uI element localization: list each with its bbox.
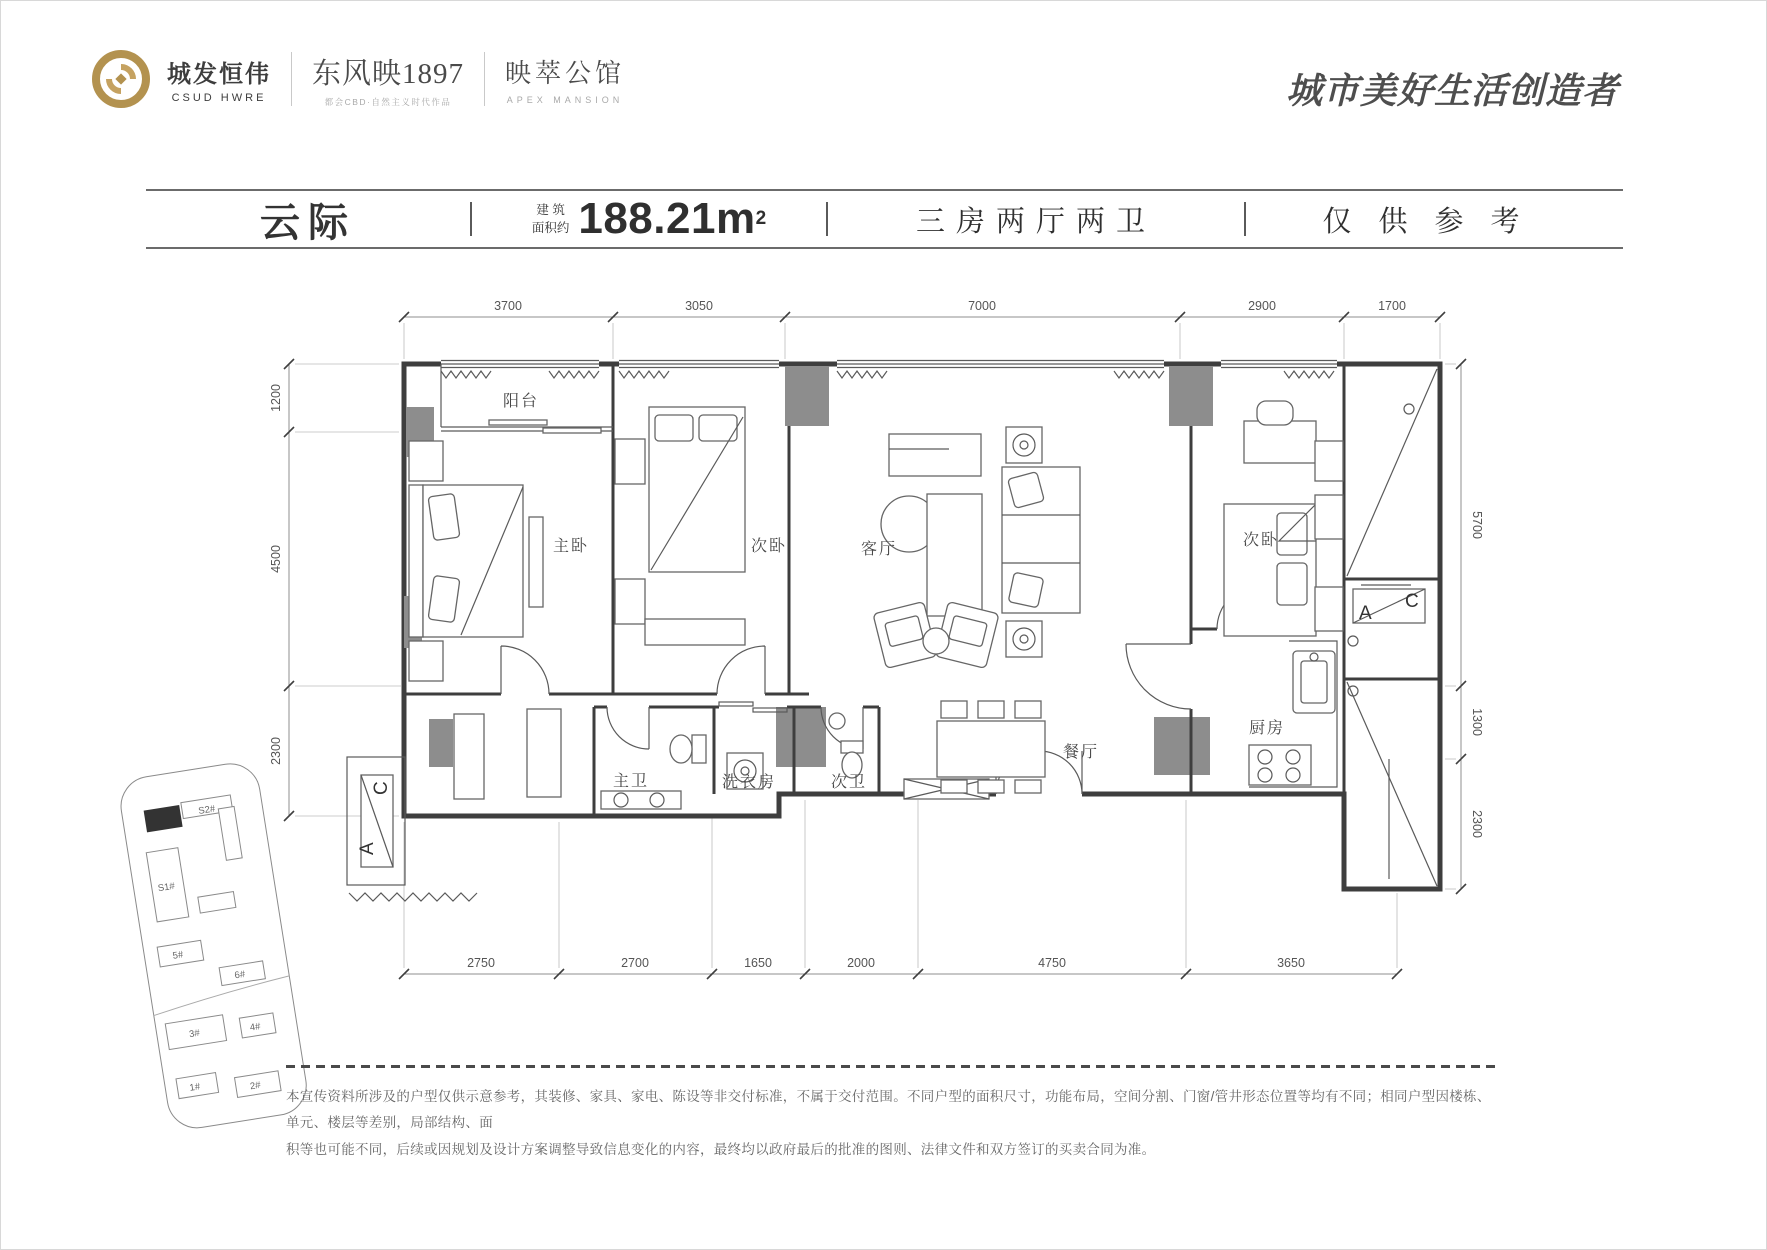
dashed-divider — [286, 1065, 1498, 1068]
ac-platform-c: C — [371, 781, 392, 795]
dimension-top — [399, 299, 1445, 359]
project-name — [312, 51, 464, 108]
company-name-en: CSUD HWRE — [171, 92, 267, 104]
dim-bottom-6: 3650 — [1277, 956, 1305, 970]
dim-bottom-3: 1650 — [744, 956, 772, 970]
area-value: 188.21m — [578, 194, 756, 243]
room-label-living: 客厅 — [860, 541, 898, 558]
dim-left-2: 4500 — [269, 545, 283, 573]
dimension-left — [269, 359, 401, 821]
project-tagline: 都会CBD·自然主义时代作品 — [324, 96, 452, 107]
room-label-bath2: 次卫 — [830, 774, 868, 791]
dim-top-4: 2900 — [1248, 299, 1276, 313]
disclaimer — [286, 1065, 1498, 1163]
building-label-2: 2# — [249, 1079, 262, 1093]
room-label-bedroom3: 次卧 — [1242, 532, 1280, 549]
dim-left-3: 2300 — [269, 737, 283, 765]
dim-top-3: 7000 — [968, 299, 996, 313]
company-name-cn: 城发恒伟 — [167, 61, 271, 88]
building-label-1: 1# — [188, 1081, 201, 1094]
layout-text: 三房两厅两卫 — [915, 205, 1156, 238]
dim-right-1: 5700 — [1470, 511, 1484, 539]
room-label-balcony: 阳台 — [502, 393, 540, 410]
brand-divider — [291, 52, 292, 106]
dim-bottom-2: 2700 — [621, 956, 649, 970]
unit-name: 云际 — [260, 200, 356, 245]
sub-project-en: APEX MANSION — [506, 95, 624, 105]
area-label — [532, 201, 570, 237]
brand-divider — [484, 52, 485, 106]
building-label-3: 3# — [188, 1027, 201, 1041]
ac-platform-a: A — [357, 842, 378, 855]
area-label-line1: 建 筑 — [536, 202, 565, 217]
sub-project-cn: 映萃公馆 — [505, 59, 626, 88]
dim-top-2: 3050 — [685, 299, 713, 313]
sub-project-name — [505, 53, 625, 105]
building-label-s1: S1# — [157, 880, 176, 895]
dim-left-1: 1200 — [269, 384, 283, 412]
dim-top-1: 3700 — [494, 299, 522, 313]
room-label-bedroom2: 次卧 — [750, 538, 788, 555]
room-label-kitchen: 厨房 — [1248, 720, 1286, 737]
dim-bottom-4: 2000 — [847, 956, 875, 970]
building-label-6: 6# — [233, 968, 246, 982]
dim-top-5: 1700 — [1378, 299, 1406, 313]
area-superscript: 2 — [755, 208, 767, 229]
dimension-bottom — [399, 800, 1402, 979]
reference-note: 仅供参考 — [1322, 205, 1547, 238]
area-block — [472, 191, 826, 247]
brand-lockup — [89, 47, 625, 111]
ac-label-a: A — [1359, 603, 1372, 624]
company-logo-icon — [89, 47, 153, 111]
brand-slogan: 城市美好生活创造者 — [1286, 71, 1620, 111]
project-name-cn: 东风映1897 — [312, 57, 465, 90]
dim-right-2: 1300 — [1470, 708, 1484, 736]
dimension-right — [1445, 359, 1484, 894]
room-label-master-bath: 主卫 — [612, 773, 650, 790]
dim-bottom-5: 4750 — [1038, 956, 1066, 970]
company-name — [167, 54, 271, 104]
area-label-line2: 面积约 — [531, 221, 570, 235]
dim-bottom-1: 2750 — [467, 956, 495, 970]
room-label-master-bedroom: 主卧 — [552, 538, 590, 555]
building-label-4: 4# — [249, 1021, 262, 1034]
dim-right-3: 2300 — [1470, 810, 1484, 838]
building-label-s2: S2# — [197, 803, 216, 817]
disclaimer-line1: 本宣传资料所涉及的户型仅供示意参考，其装修、家具、家电、陈设等非交付标准，不属于交付范围。不同户型的面积尺寸，功能布局，空间分割、门窗/管井形态位置等均有不同；相同户型因楼栋、单元、楼层等差别，局部结构、面 — [286, 1089, 1491, 1131]
disclaimer-line2: 积等也可能不同，后续或因规划及设计方案调整导致信息变化的内容，最终均以政府最后的批准的图则、法律文件和双方签订的买卖合同为准。 — [286, 1141, 1156, 1157]
title-band — [146, 189, 1623, 249]
room-label-laundry: 洗衣房 — [721, 774, 777, 791]
room-label-dining: 餐厅 — [1062, 744, 1100, 761]
ac-label-c: C — [1405, 591, 1419, 612]
floor-plan — [249, 289, 1489, 995]
building-label-5: 5# — [171, 949, 185, 962]
